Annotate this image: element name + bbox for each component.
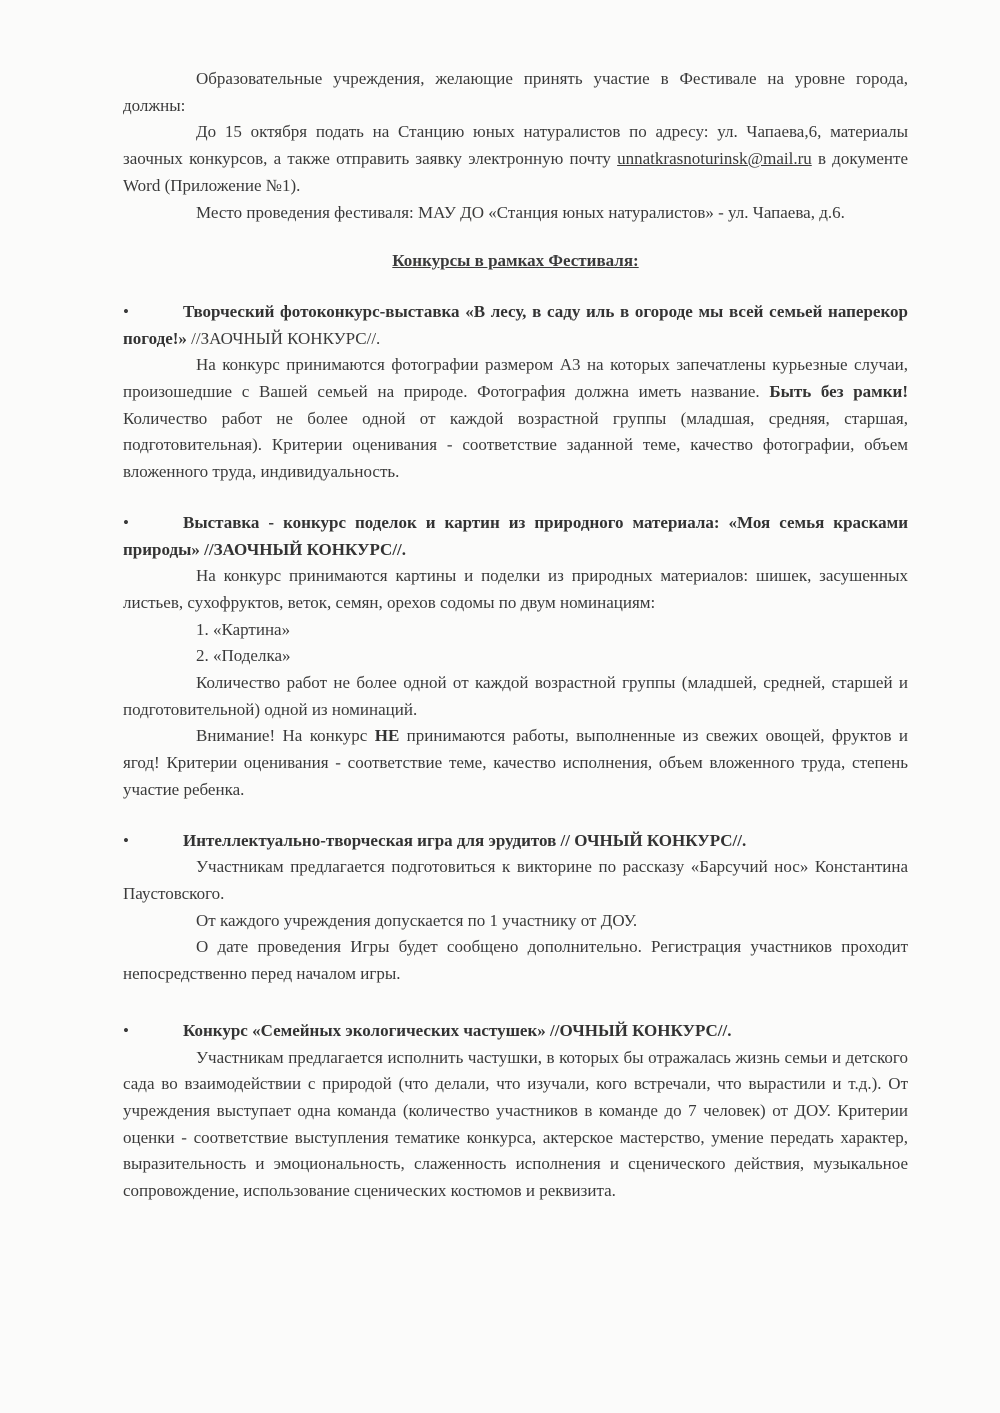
contest-2-warning-text: Внимание! На конкурс <box>196 726 375 746</box>
contest-1-title: Творческий фотоконкурс-выставка «В лесу, в саду иль в огороде мы всей семьей наперекор погоде!» <box>123 301 908 348</box>
nomination-item-2: 2. «Поделка» <box>196 646 291 666</box>
contest-2-title: Выставка - конкурс поделок и картин из природного материала: «Моя семья красками природы» //ЗАОЧНЫЙ КОНКУРС//. <box>123 512 908 559</box>
contest-3-registration: О дате проведения Игры будет сообщено дополнительно. Регистрация участников проходит непосредственно перед началом игры. <box>123 937 908 984</box>
intro-paragraph-1: Образовательные учреждения, желающие принять участие в Фестивале на уровне города, должны: <box>123 69 908 115</box>
contest-1-type: //ЗАОЧНЫЙ КОНКУРС//. <box>186 328 381 348</box>
contest-3-heading <box>123 828 908 855</box>
bullet-icon: • <box>123 830 129 850</box>
spacer <box>123 804 908 828</box>
spacer <box>123 988 908 1018</box>
contest-4-heading <box>123 1018 908 1045</box>
contest-2-warning <box>123 723 908 803</box>
contest-1-text: На конкурс принимаются фотографии размером А3 на которых запечатлены курьезные случаи, произошедшие с Вашей семьей на природе. Фотография должна иметь название. <box>123 355 908 402</box>
contest-1-description <box>123 352 908 486</box>
contest-3-limit: От каждого учреждения допускается по 1 участнику от ДОУ. <box>196 910 638 930</box>
contest-3-description: Участникам предлагается подготовиться к викторине по рассказу «Барсучий нос» Константина Паустовского. <box>123 857 908 903</box>
contest-4-description: Участникам предлагается исполнить частушки, в которых бы отражалась жизнь семьи и детского сада во взаимодействии с природой (что делали, что изучали, кого встречали, что вырастили и т.д.). От учреждения выступает одна команда (количество участников в команде до 7 человек) от ДОУ. Критерии оценки - соответствие выступления тематике конкурса, актерское мастерство, умение передать характер, выразительность и эмоциональность, слаженность исполнения и сценического действия, музыкальное сопровождение, использование сценических костюмов и реквизита. <box>123 1047 908 1201</box>
spacer <box>123 486 908 510</box>
bullet-icon: • <box>123 301 129 321</box>
bullet-icon: • <box>123 512 129 532</box>
contest-1-heading <box>123 299 908 352</box>
contest-2-heading <box>123 510 908 563</box>
section-title: Конкурсы в рамках Фестиваля: <box>392 251 639 271</box>
intro-paragraph-2 <box>123 119 908 199</box>
contest-2-criteria: принимаются работы, выполненные из свежих овощей, фруктов и ягод! Критерии оценивания - соответствие теме, качество исполнения, объем вложенного труда, степень участие ребенка. <box>123 726 908 799</box>
intro-paragraph-3: Место проведения фестиваля: МАУ ДО «Станция юных натуралистов» - ул. Чапаева, д.6. <box>196 202 845 222</box>
intro-paragraph-2-tail: в документе Word (Приложение №1). <box>123 149 908 195</box>
intro-paragraph-2-text: До 15 октября подать на Станцию юных натуралистов по адресу: ул. Чапаева,6, материалы заочных конкурсов, а также отправить заявку электронную почту <box>123 122 908 169</box>
contest-2-warning-bold: НЕ <box>374 726 400 746</box>
bullet-icon: • <box>123 1020 129 1040</box>
document-body <box>123 66 908 1205</box>
contest-1-note: Быть без рамки! <box>769 382 908 402</box>
nomination-item-1: 1. «Картина» <box>196 619 291 639</box>
contest-2-limit: Количество работ не более одной от каждой возрастной группы (младшей, средней, старшей и подготовительной) одной из номинаций. <box>123 673 908 719</box>
contest-4-title: Конкурс «Семейных экологических частушек» //ОЧНЫЙ КОНКУРС//. <box>183 1020 732 1040</box>
email-link[interactable]: unnatkrasnoturinsk@mail.ru <box>617 149 812 169</box>
contest-1-criteria: Количество работ не более одной от каждой возрастной группы (младшая, средняя, старшая, подготовительная). Критерии оценивания - соответствие заданной теме, качество фотографии, объем вложенного труда, индивидуальность. <box>123 408 908 482</box>
contest-2-description: На конкурс принимаются картины и поделки из природных материалов: шишек, засушенных листьев, сухофруктов, веток, семян, орехов содомы по двум номинациям: <box>123 566 908 612</box>
contest-3-title: Интеллектуально-творческая игра для эрудитов // ОЧНЫЙ КОНКУРС//. <box>183 830 747 850</box>
